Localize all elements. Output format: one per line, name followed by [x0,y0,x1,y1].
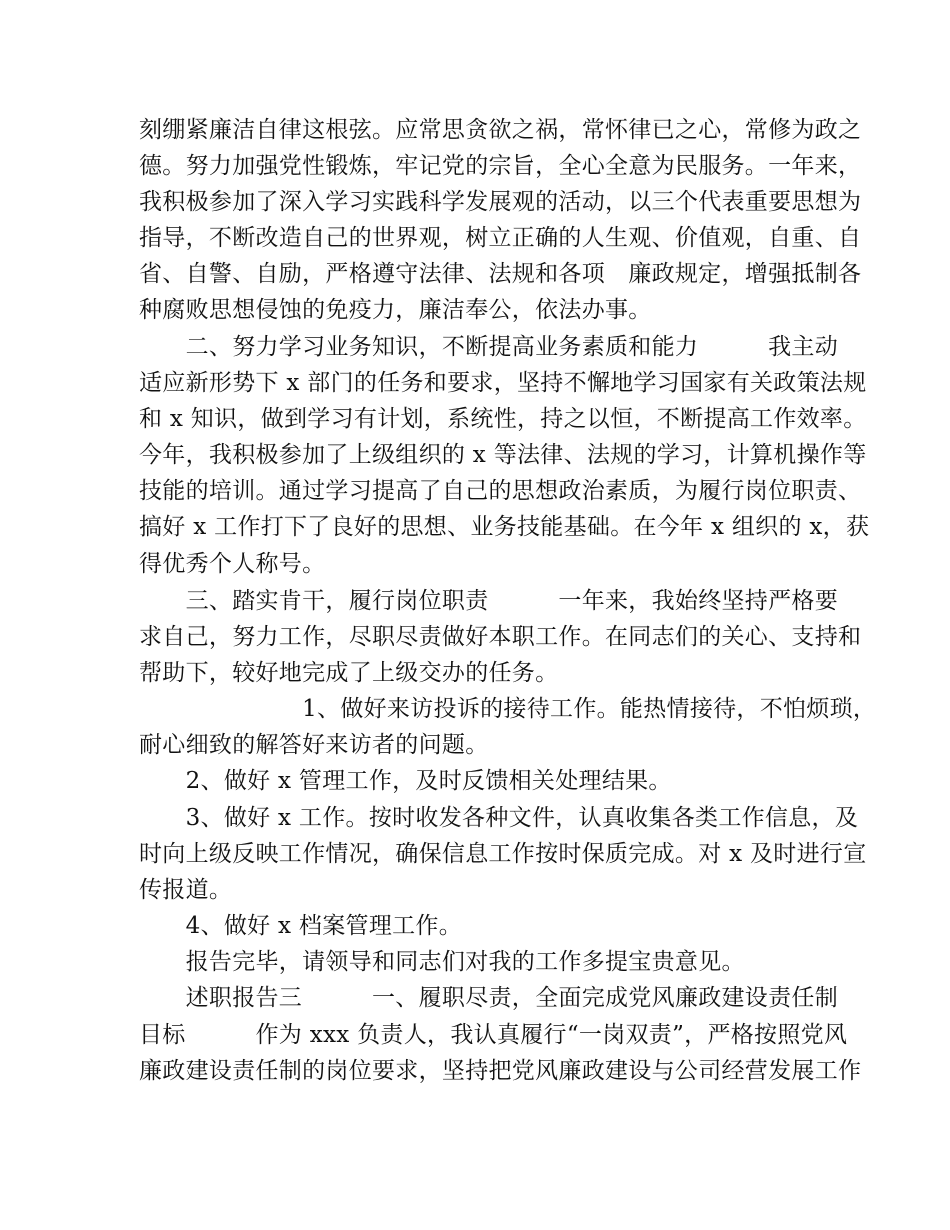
text-line: 指导，不断改造自己的世界观，树立正确的人生观、价值观，自重、自 [139,225,862,251]
section-heading-line: 三、踏实肯干，履行岗位职责 一年来，我始终坚持严格要 [139,588,838,614]
section-heading-line: 二、努力学习业务知识，不断提高业务素质和能力 我主动 [139,334,838,360]
section-heading-line: 述职报告三 一、履职尽责，全面完成党风廉政建设责任制 [139,985,838,1011]
list-item-line: 2、做好 x 管理工作，及时反馈相关处理结果。 [139,768,672,794]
text-line: 和 x 知识，做到学习有计划，系统性，持之以恒，不断提高工作效率。 [139,406,867,432]
text-line: 耐心细致的解答好来访者的问题。 [139,732,489,758]
text-line: 求自己，努力工作，尽职尽责做好本职工作。在同志们的关心、支持和 [139,624,862,650]
text-line: 目标 作为 xxx 负责人，我认真履行“一岗双责”，严格按照党风 [139,1022,848,1048]
text-line: 德。努力加强党性锻炼，牢记党的宗旨，全心全意为民服务。一年来， [139,153,862,179]
text-line: 省、自警、自励，严格遵守法律、法规和各项 廉政规定，增强抵制各 [139,261,862,287]
text-line: 种腐败思想侵蚀的免疫力，廉洁奉公，依法办事。 [139,297,652,323]
text-line: 时向上级反映工作情况，确保信息工作按时保质完成。对 x 及时进行宣 [139,841,867,867]
text-line: 廉政建设责任制的岗位要求，坚持把党风廉政建设与公司经营发展工作 [139,1058,862,1084]
text-line: 得优秀个人称号。 [139,551,326,577]
list-item-line: 1、做好来访投诉的接待工作。能热情接待，不怕烦琐， [139,696,877,722]
list-item-line: 4、做好 x 档案管理工作。 [139,913,463,939]
text-line: 传报道。 [139,877,233,903]
text-line: 搞好 x 工作打下了良好的思想、业务技能基础。在今年 x 组织的 x，获 [139,514,870,540]
text-line: 适应新形势下 x 部门的任务和要求，坚持不懈地学习国家有关政策法规 [139,370,867,396]
text-line: 今年，我积极参加了上级组织的 x 等法律、法规的学习，计算机操作等 [139,442,867,468]
text-line: 帮助下，较好地完成了上级交办的任务。 [139,660,559,686]
text-line: 我积极参加了深入学习实践科学发展观的活动，以三个代表重要思想为 [139,189,862,215]
list-item-line: 3、做好 x 工作。按时收发各种文件，认真收集各类工作信息，及 [139,805,859,831]
text-line: 刻绷紧廉洁自律这根弦。应常思贪欲之祸，常怀律已之心，常修为政之 [139,117,862,143]
text-line: 技能的培训。通过学习提高了自己的思想政治素质，为履行岗位职责、 [139,478,862,504]
text-line: 报告完毕，请领导和同志们对我的工作多提宝贵意见。 [139,949,745,975]
